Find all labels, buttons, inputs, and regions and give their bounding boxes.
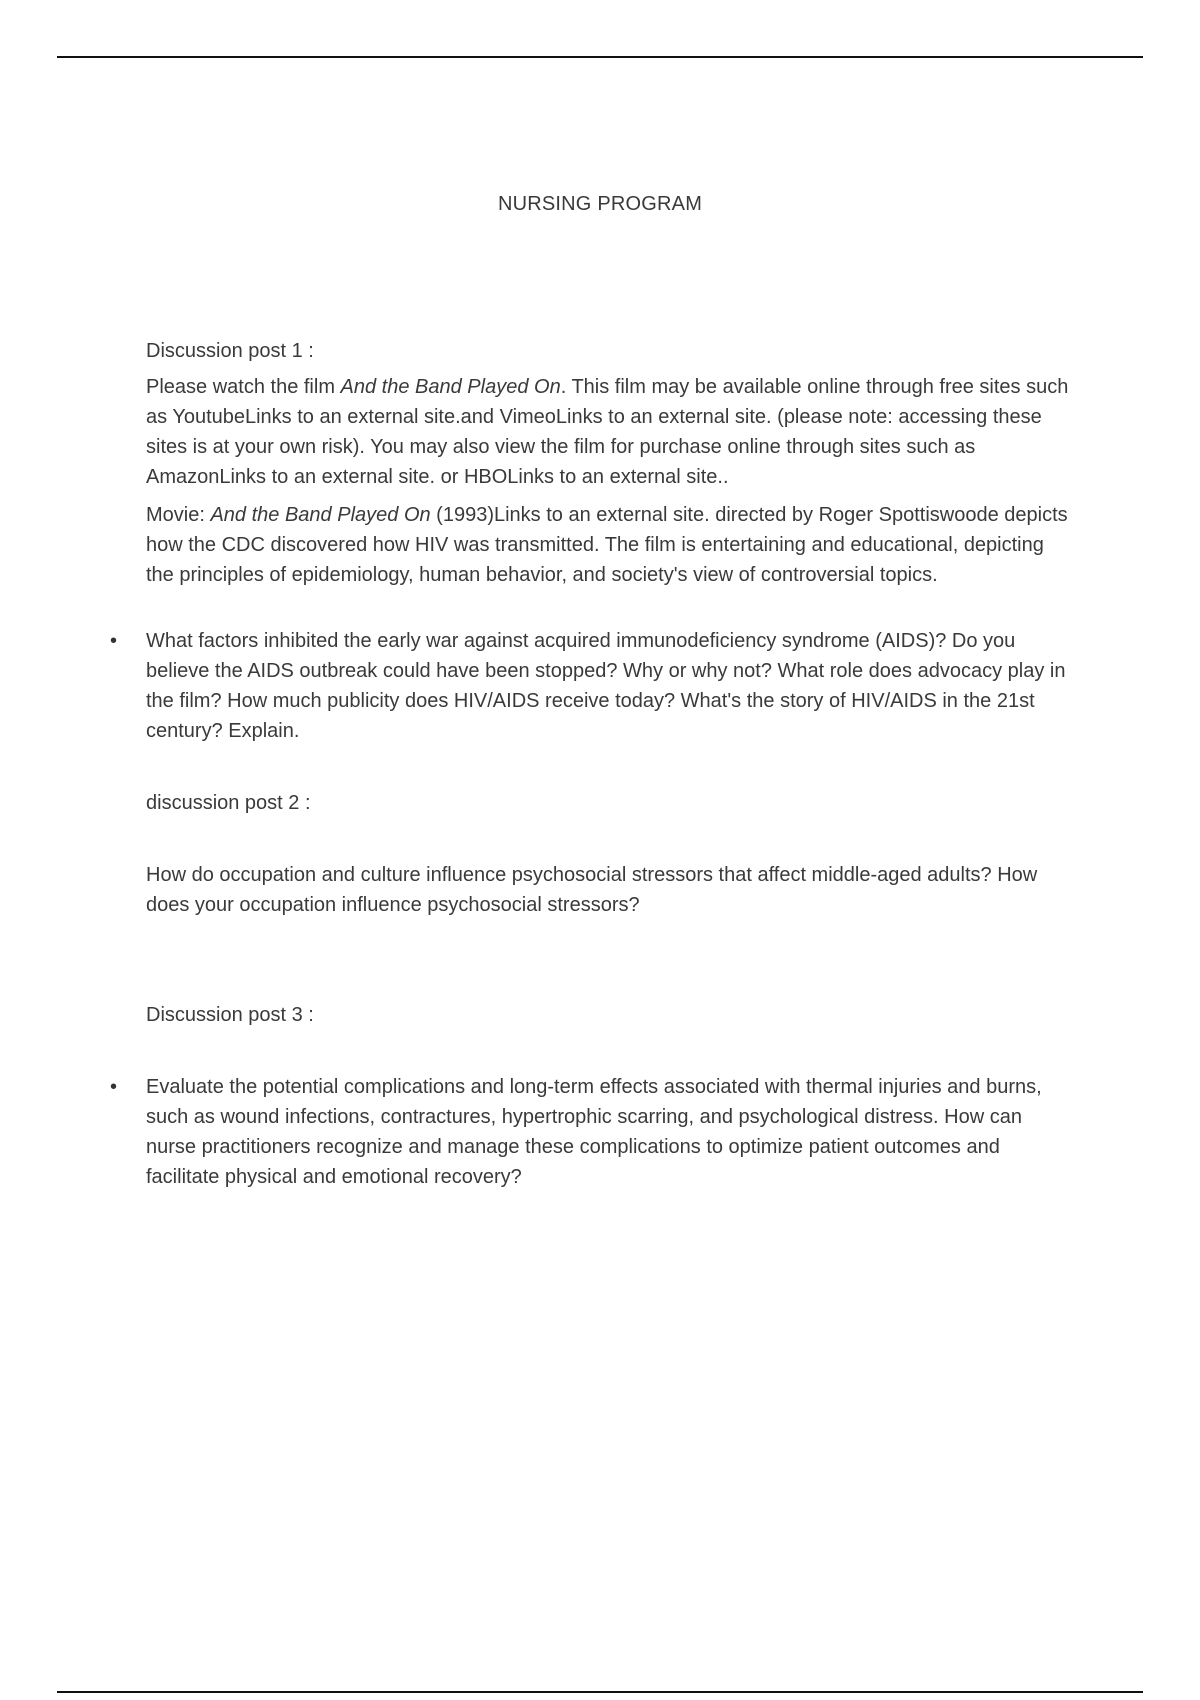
post3-bullet-item — [110, 1072, 1076, 1192]
post1-p1-film-title: And the Band Played On — [340, 376, 561, 398]
post3-heading: Discussion post 3 : — [146, 1004, 314, 1026]
bottom-rule — [57, 1691, 1143, 1693]
post1-p2-text-pre: Movie: — [146, 504, 211, 526]
post3-bullet-text: Evaluate the potential complications and long-term effects associated with thermal injuries and burns, such as wound infections, contractures, hypertrophic scarring, and psychological distress. How can nurse practitioners recognize and manage these complications to optimize patient outcomes and facilitate physical and emotional recovery? — [146, 1076, 1042, 1188]
post1-paragraph-1 — [146, 372, 1076, 492]
post1-heading: Discussion post 1 : — [146, 340, 314, 362]
post1-p1-text-pre: Please watch the film — [146, 376, 341, 398]
post1-bullet-text: What factors inhibited the early war against acquired immunodeficiency syndrome (AIDS)? Do you believe the AIDS outbreak could have been stopped? Why or why not? What role does advocacy play in the film? How much publicity does HIV/AIDS receive today? What's the story of HIV/AIDS in the 21st century? Explain. — [146, 630, 1066, 742]
post1-p2-text-post: (1993)Links to an external site. directed by Roger Spottiswoode depicts how the CDC discovered how HIV was transmitted. The film is entertaining and educational, depicting the principles of epidemiology, human behavior, and society's view of controversial topics. — [146, 504, 1068, 586]
document-title: NURSING PROGRAM — [497, 193, 703, 215]
post1-p2-film-title: And the Band Played On — [210, 504, 431, 526]
post1-bullet-item — [110, 626, 1076, 746]
post2-heading: discussion post 2 : — [146, 792, 311, 814]
post1-paragraph-2 — [146, 500, 1076, 590]
bullet-marker: • — [110, 630, 118, 652]
bullet-marker: • — [110, 1076, 118, 1098]
post2-paragraph: How do occupation and culture influence psychosocial stressors that affect middle-aged adults? How does your occupation influence psychosocial stressors? — [146, 864, 1038, 916]
post1-p1-text-post: . This film may be available online through free sites such as YoutubeLinks to an external site.and VimeoLinks to an external site. (please note: accessing these sites is at your own risk). You may also view the film for purchase online through sites such as AmazonLinks to an external site. or HBOLinks to an external site.. — [146, 376, 1069, 488]
top-rule — [57, 56, 1143, 58]
